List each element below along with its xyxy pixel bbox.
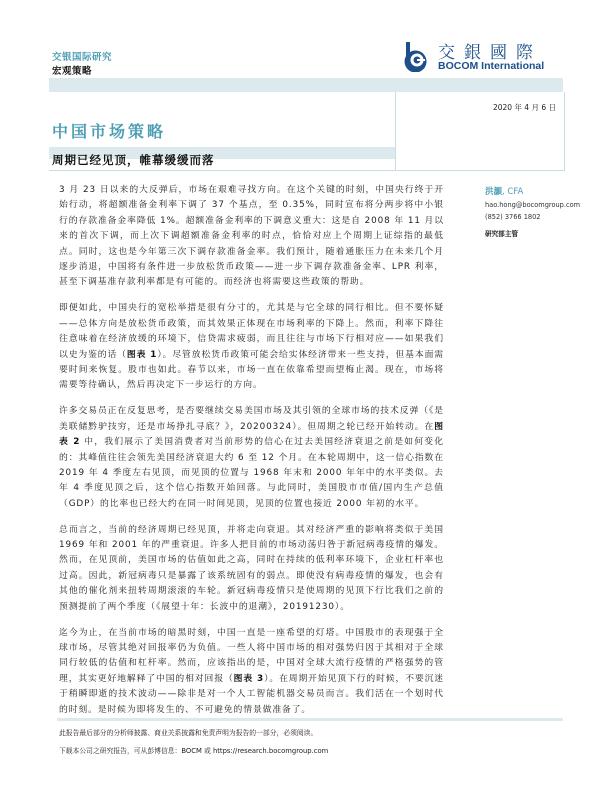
footer-disclaimer: 此报告最后部分的分析师披露、商业关系披露和免责声明为报告的一部分，必须阅读。: [59, 729, 318, 737]
author-name-text: 洪灝: [485, 187, 503, 197]
paragraph-2-text-b: ）。尽管放松货币政策可能会给实体经济带来一些支持，但基本面需要时间来恢复。股市也如此。春节以来，市场一直在依靠希望而望梅止渴。现在，市场将需要等待确认，然后再决定下一步运行的方向。: [59, 349, 444, 391]
footer-divider: [57, 718, 563, 721]
chart-ref-1: 图表 1: [126, 349, 158, 360]
date-box: [395, 92, 565, 171]
chart-ref-3: 图表 3: [233, 673, 265, 684]
paragraph-2: [59, 301, 444, 393]
author-email[interactable]: hao.hong@bocomgroup.com: [485, 201, 581, 209]
author-title: 研究部主管: [485, 230, 518, 238]
page-subtitle: 周期已经见顶，帷幕缓缓而落: [52, 153, 215, 167]
footer-download-info[interactable]: 下载本公司之研究报告，可从彭博信息：BOCM 或 https://research.bocomgroup.com: [59, 747, 329, 755]
header-band: [49, 78, 473, 92]
paragraph-5-text-b: ）。在周期开始见顶下行的时候，不要沉迷于稍瞬即逝的技术波动——除非是对一个人工智能机器交易员而言。我们活在一个划时代的时刻。是时候为即将发生的、不可避免的情景做准备了。: [59, 673, 445, 715]
paragraph-4: 总而言之，当前的经济周期已经见顶，并将走向衰退。其对经济严重的影响将类似于美国 1969 年和 2001 年的严重衰退。许多人把目前的市场动荡归咎于新冠病毒疫情的爆发。然而，在见顶前，美国市场的估值如此之高，同时在持续的低利率环境下，企业杠杆率也过高。因此，新冠病毒只是暴露了该系统固有的弱点。即使没有病毒疫情的爆发，也会有其他的催化剂来扭转周期滚滚的车轮。新冠病毒疫情只是使周期的见顶下行比我们之前的预测提前了两个季度（《展望十年：长波中的退潮》，20191230）。: [59, 524, 444, 612]
author-block: [485, 185, 595, 238]
paragraph-5-text-a: 迄今为止，在当前市场的暗黑时刻，中国一直是一座希望的灯塔。中国股市的表现强于全球市场，尽管其绝对回报率仍为负值。一些人将中国市场的相对强势归因于其相对于全球同行较低的估值和杠杆率。然而，应该指出的是，中国对全球大流行疫情的严格强势的管理，其实更好地解释了中国的相对回报（: [59, 627, 444, 684]
page-title: 中国市场策略: [52, 122, 167, 141]
paragraph-5: [59, 626, 444, 718]
paragraph-3-text-b: 中，我们展示了美国消费者对当前形势的信心在过去美国经济衰退之前是如何变化的：其峰值往往会领先美国经济衰退大约 6 至 12 个月。在本轮周期中，这一信心指数在 2019 年 4 季度左右见顶，而见顶的位置与 1968 年末和 2000 年年中的水平类似。去年 4 季度见顶之后，这个信心指数开始回落。与此同时，美国股市市值/国内生产总值（GDP）的比率也已经大约在同一时间见顶，见顶的位置也接近 2000 年初的水平。: [59, 437, 444, 509]
subtitle-divider: [49, 170, 563, 171]
bocom-logo: [400, 38, 550, 74]
paragraph-3-text-a: 许多交易员正在反复思考，是否要继续交易美国市场及其引领的全球市场的技术反弹（《是美联储黔驴技穷，还是市场挣扎寻底？》，20200324）。但周期之轮已经开始转动。在: [59, 406, 444, 432]
author-phone: (852) 3766 1802: [485, 213, 541, 221]
paragraph-1: 3 月 23 日以来的大反弹后，市场在艰难寻找方向。在这个关键的时刻，中国央行终于开始行动，将超额准备金利率下调了 37 个基点，至 0.35%，同时宣布将分两步将中小银行的存款准备金率降低 1%。超额准备金利率的下调意义重大：这是自 2008 年 11 月以来的首次下调，而上次下调超额准备金利率的时点，恰恰对应上个周期上证综指的最低点。同时，这也是今年第三次下调存款准备金率。我们预计，随着通胀压力在未来几个月逐步消退，中国将有条件进一步放松货币政策——进一步下调存款准备金率、LPR 利率，甚至下调基准存款利率都是有可能的。而经济也将需要这些政策的帮助。: [59, 185, 444, 288]
paragraph-3: [59, 404, 444, 512]
report-date: 2020 年 4 月 6 日: [492, 103, 556, 112]
logo-chinese-text: 交銀國際: [438, 43, 542, 63]
paragraph-2-text-a: 即便如此，中国央行的宽松举措是很有分寸的，尤其是与它全球的同行相比。但不要怀疑——总体方向是放松货币政策，而其效果正体现在市场利率的下降上。然而，利率下降往往意味着在经济放缓的环境下，信贷需求疲弱，而且往往与市场下行相对应——如果我们以史为鉴的话（: [59, 303, 444, 360]
report-body: [59, 183, 444, 729]
bocom-logo-icon: [400, 40, 432, 72]
report-category: 宏观策略: [52, 66, 93, 77]
brand-research-label: 交银国际研究: [52, 52, 113, 63]
header-band-right: [473, 78, 563, 92]
author-credential: , CFA: [502, 187, 524, 197]
logo-english-text: BOCOM International: [438, 60, 545, 72]
author-name: [485, 185, 595, 197]
chart-ref-2: 图表 2: [59, 421, 444, 448]
